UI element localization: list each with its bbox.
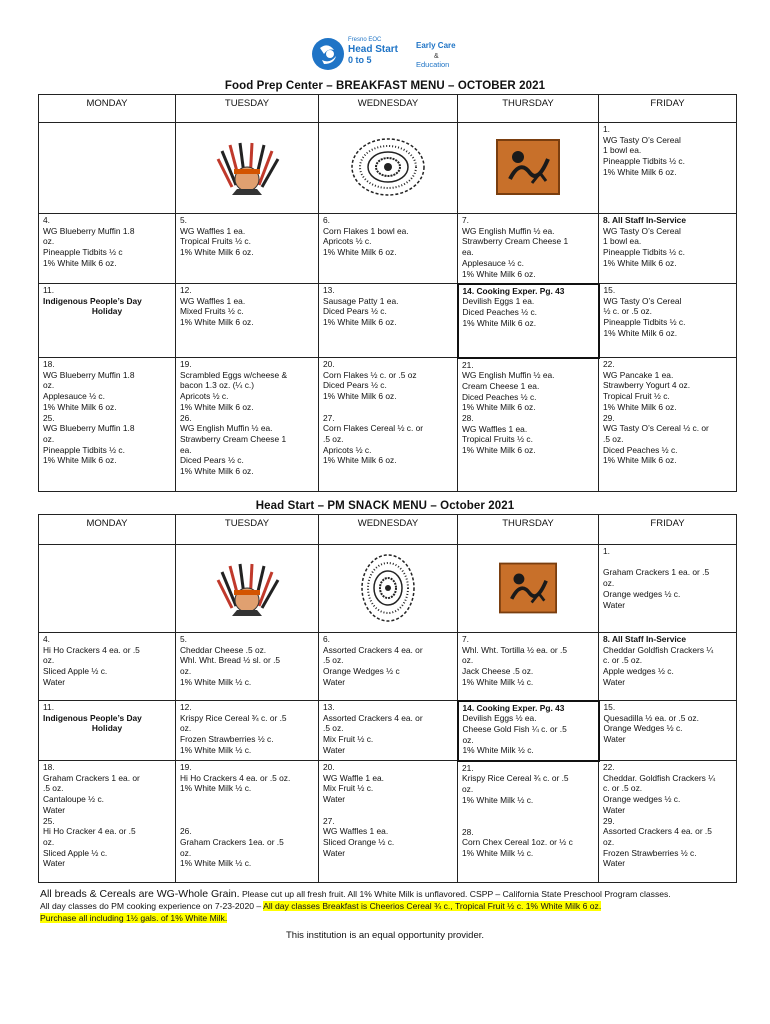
snack-monday-18-25: 18. Graham Crackers 1 ea. or .5 oz. Cantaloupe ½ c. Water 25. Hi Ho Cracker 4 ea. or .5 oz. Sliced Apple ½ c. Water xyxy=(39,761,176,883)
snack-friday-15: 15. Quesadilla ½ ea. or .5 oz. Orange Wedges ½ c. Water xyxy=(599,701,737,761)
fruit-milk-note: Please cut up all fresh fruit. All 1% White Milk is unflavored. CSPP – California State Preschool Program classes. xyxy=(239,889,671,899)
day-header-tuesday: TUESDAY xyxy=(176,515,319,545)
mandala-pattern-illustration xyxy=(360,553,416,623)
svg-text:Head Start: Head Start xyxy=(348,44,399,55)
footer-line-3 xyxy=(40,912,740,924)
decor-image-cell xyxy=(319,545,458,633)
petroglyph-tile-illustration xyxy=(499,561,557,615)
mandala-pattern-illustration xyxy=(350,137,426,197)
snack-monday-4: 4. Hi Ho Crackers 4 ea. or .5 oz. Sliced Apple ½ c. Water xyxy=(39,633,176,701)
breakfast-monday-4: 4. WG Blueberry Muffin 1.8 oz. Pineapple Tidbits ½ c 1% White Milk 6 oz. xyxy=(39,214,176,284)
snack-wednesday-20-27: 20. WG Waffle 1 ea. Mix Fruit ½ c. Water 27. WG Waffles 1 ea. Sliced Orange ½ c. Water xyxy=(319,761,458,883)
staff-inservice-heading: 8. All Staff In-Service xyxy=(603,215,687,225)
headdress-illustration xyxy=(212,139,282,195)
breakfast-thursday-7: 7. WG English Muffin ½ ea. Strawberry Cream Cheese 1 ea. Applesauce ½ c. 1% White Milk 6 oz. xyxy=(458,214,599,284)
breakfast-friday-15: 15. WG Tasty O’s Cereal ½ c. or .5 oz. Pineapple Tidbits ½ c. 1% White Milk 6 oz. xyxy=(599,284,737,358)
breakfast-table xyxy=(38,94,737,492)
cooking-experience-heading: 14. Cooking Exper. Pg. 43 xyxy=(462,702,565,713)
day-header-thursday: THURSDAY xyxy=(458,95,599,123)
head-start-logo xyxy=(310,32,405,76)
breakfast-wednesday-6: 6. Corn Flakes 1 bowl ea. Apricots ½ c. 1% White Milk 6 oz. xyxy=(319,214,458,284)
snack-thursday-14: 14. Cooking Exper. Pg. 43 Devilish Eggs ½ ea. Cheese Gold Fish ¼ c. or .5 oz. 1% White Milk ½ c. xyxy=(458,701,599,761)
empty-cell xyxy=(39,545,176,633)
highlighted-purchase-note: Purchase all including 1½ gals. of 1% White Milk. xyxy=(40,913,228,923)
snack-tuesday-19-26: 19. Hi Ho Crackers 4 ea. or .5 oz. 1% White Milk ½ c. 26. Graham Crackers 1ea. or .5 oz. 1% White Milk ½ c. xyxy=(176,761,319,883)
equal-opportunity-statement: This institution is an equal opportunity provider. xyxy=(285,930,485,941)
snack-friday-8: 8. All Staff In-Service Cheddar Goldfish Crackers ¼ c. or .5 oz. Apple wedges ½ c. Water xyxy=(599,633,737,701)
breakfast-title: Food Prep Center – BREAKFAST MENU – OCTOBER 2021 xyxy=(224,80,546,92)
breakfast-wednesday-20-27: 20. Corn Flakes ½ c. or .5 oz Diced Pears ½ c. 1% White Milk 6 oz. 27. Corn Flakes Cereal ½ c. or .5 oz. Apricots ½ c. 1% White Milk 6 oz. xyxy=(319,358,458,492)
snack-thursday-7: 7. Whl. Wht. Tortilla ½ ea. or .5 oz. Jack Cheese .5 oz. 1% White Milk ½ c. xyxy=(458,633,599,701)
decor-image-cell xyxy=(458,123,599,214)
day-header-friday: FRIDAY xyxy=(599,95,737,123)
breakfast-tuesday-5: 5. WG Waffles 1 ea. Tropical Fruits ½ c. 1% White Milk 6 oz. xyxy=(176,214,319,284)
snack-table xyxy=(38,514,737,883)
cooking-note: All day classes do PM cooking experience on 7-23-2020 – xyxy=(40,901,264,911)
svg-text:Education: Education xyxy=(416,60,450,69)
snack-friday-1: 1. Graham Crackers 1 ea. or .5 oz. Orange wedges ½ c. Water xyxy=(599,545,737,633)
day-header-friday: FRIDAY xyxy=(599,515,737,545)
breakfast-monday-18-25: 18. WG Blueberry Muffin 1.8 oz. Applesauce ½ c. 1% White Milk 6 oz. 25. WG Blueberry Muffin 1.8 oz. Pineapple Tidbits ½ c. 1% White Milk 6 oz. xyxy=(39,358,176,492)
day-header-monday: MONDAY xyxy=(39,515,176,545)
snack-title: Head Start – PM SNACK MENU – October 2021 xyxy=(255,500,515,512)
snack-friday-22-29: 22. Cheddar. Goldfish Crackers ¼ c. or .5 oz. Orange wedges ½ c. Water 29. Assorted Crackers 4 ea. or .5 oz. Frozen Strawberries ½ c. Water xyxy=(599,761,737,883)
breakfast-tuesday-19-26: 19. Scrambled Eggs w/cheese & bacon 1.3 oz. (¼ c.) Apricots ½ c. 1% White Milk 6 oz. 26. WG English Muffin ½ ea. Strawberry Cream Cheese 1 ea. Diced Pears ½ c. 1% White Milk 6 oz. xyxy=(176,358,319,492)
cooking-experience-heading: 14. Cooking Exper. Pg. 43 xyxy=(462,285,565,296)
holiday-heading: Indigenous People’s Day xyxy=(43,295,142,306)
breakfast-friday-8: 8. All Staff In-Service WG Tasty O’s Cereal 1 bowl ea. Pineapple Tidbits ½ c. 1% White Milk 6 oz. xyxy=(599,214,737,284)
staff-inservice-heading: 8. All Staff In-Service xyxy=(603,634,687,644)
day-header-tuesday: TUESDAY xyxy=(176,95,319,123)
snack-thursday-21-28: 21. Krispy Rice Cereal ¾ c. or .5 oz. 1% White Milk ½ c. 28. Corn Chex Cereal 1oz. or ½ c 1% White Milk ½ c. xyxy=(458,761,599,883)
breakfast-friday-1: 1. WG Tasty O’s Cereal 1 bowl ea. Pineapple Tidbits ½ c. 1% White Milk 6 oz. xyxy=(599,123,737,214)
snack-wednesday-13: 13. Assorted Crackers 4 ea. or .5 oz. Mix Fruit ½ c. Water xyxy=(319,701,458,761)
svg-text:Early Care: Early Care xyxy=(416,41,456,50)
breakfast-thursday-21-28: 21. WG English Muffin ½ ea. Cream Cheese 1 ea. Diced Peaches ½ c. 1% White Milk 6 oz. 28. WG Waffles 1 ea. Tropical Fruits ½ c. 1% White Milk 6 oz. xyxy=(458,358,599,492)
svg-text:&: & xyxy=(434,53,439,60)
holiday-label: Holiday xyxy=(91,306,123,317)
headdress-illustration xyxy=(212,560,282,616)
day-header-monday: MONDAY xyxy=(39,95,176,123)
decor-image-cell xyxy=(176,123,319,214)
day-header-wednesday: WEDNESDAY xyxy=(319,95,458,123)
early-care-education-logo xyxy=(414,38,474,78)
snack-tuesday-12: 12. Krispy Rice Cereal ¾ c. or .5 oz. Frozen Strawberries ½ c. 1% White Milk ½ c. xyxy=(176,701,319,761)
footer-notes xyxy=(40,888,740,924)
decor-image-cell xyxy=(319,123,458,214)
empty-cell xyxy=(39,123,176,214)
breakfast-wednesday-13: 13. Sausage Patty 1 ea. Diced Pears ½ c. 1% White Milk 6 oz. xyxy=(319,284,458,358)
holiday-heading: Indigenous People’s Day xyxy=(43,712,142,723)
breakfast-tuesday-12: 12. WG Waffles 1 ea. Mixed Fruits ½ c. 1% White Milk 6 oz. xyxy=(176,284,319,358)
whole-grain-note: All breads & Cereals are WG-Whole Grain. xyxy=(40,888,240,900)
day-header-thursday: THURSDAY xyxy=(458,515,599,545)
petroglyph-tile-illustration xyxy=(496,139,560,195)
highlighted-breakfast-note: All day classes Breakfast is Cheerios Cereal ¾ c., Tropical Fruit ½ c. 1% White Milk 6 oz. xyxy=(263,901,602,911)
decor-image-cell xyxy=(176,545,319,633)
breakfast-thursday-14: 14. Cooking Exper. Pg. 43 Devilish Eggs 1 ea. Diced Peaches ½ c. 1% White Milk 6 oz. xyxy=(458,284,599,358)
header-logos xyxy=(0,32,770,80)
decor-image-cell xyxy=(458,545,599,633)
snack-tuesday-5: 5. Cheddar Cheese .5 oz. Whl. Wht. Bread ½ sl. or .5 oz. 1% White Milk ½ c. xyxy=(176,633,319,701)
footer-line-2 xyxy=(40,900,740,912)
day-header-wednesday: WEDNESDAY xyxy=(319,515,458,545)
holiday-label: Holiday xyxy=(91,723,123,734)
footer-line-1 xyxy=(40,888,740,900)
breakfast-friday-22-29: 22. WG Pancake 1 ea. Strawberry Yogurt 4 oz. Tropical Fruit ½ c. 1% White Milk 6 oz. 29. WG Tasty O’s Cereal ½ c. or .5 oz. Diced Peaches ½ c. 1% White Milk 6 oz. xyxy=(599,358,737,492)
svg-text:0 to 5: 0 to 5 xyxy=(348,55,372,65)
svg-text:Fresno EOC: Fresno EOC xyxy=(348,37,382,43)
snack-wednesday-6: 6. Assorted Crackers 4 ea. or .5 oz. Orange Wedges ½ c Water xyxy=(319,633,458,701)
breakfast-monday-11: 11. Indigenous People’s Day Holiday xyxy=(39,284,176,358)
snack-monday-11: 11. Indigenous People’s Day Holiday xyxy=(39,701,176,761)
